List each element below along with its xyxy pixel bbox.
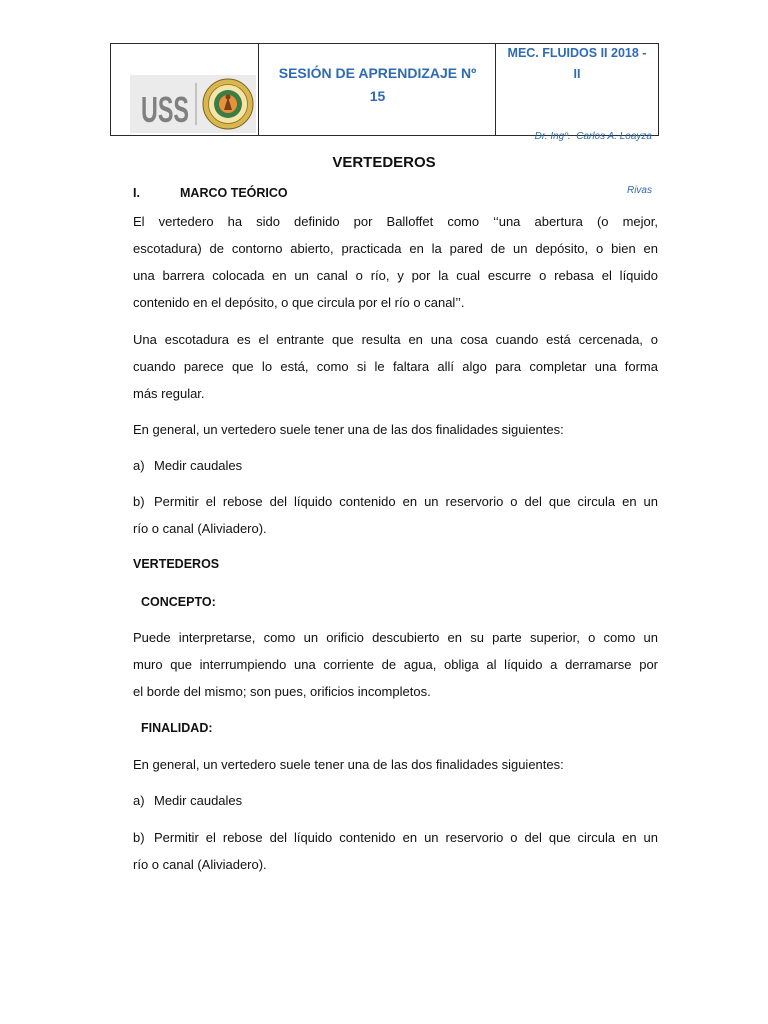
session-title: SESIÓN DE APRENDIZAJE Nº bbox=[278, 65, 477, 81]
section-number: I. bbox=[133, 186, 140, 200]
purposes-intro: En general, un vertedero suele tener una de las dos finalidades siguientes: bbox=[133, 422, 564, 437]
finality-intro: En general, un vertedero suele tener una de las dos finalidades siguientes: bbox=[133, 757, 564, 772]
subsection-title: VERTEDEROS bbox=[133, 557, 220, 571]
finality-heading: FINALIDAD: bbox=[141, 721, 213, 735]
list-item-label: a) bbox=[133, 793, 145, 808]
list-item bbox=[133, 452, 658, 479]
list-item-text: Permitir el rebose del líquido contenido en un reservorio o del que circula en un bbox=[154, 830, 658, 845]
paragraph-line: cuando parece que lo está, como si le faltara allí algo para completar una forma bbox=[133, 359, 658, 374]
paragraph-line: una barrera colocada en un canal o río, y por la cual escurre o rebasa el líquido bbox=[133, 268, 658, 283]
concept-paragraph bbox=[133, 624, 658, 705]
university-logo bbox=[130, 75, 256, 133]
paragraph-line: Puede interpretarse, como un orificio descubierto en su parte superior, o como un bbox=[133, 630, 658, 645]
concept-heading: CONCEPTO: bbox=[141, 595, 216, 609]
list-item-line: río o canal (Aliviadero). bbox=[133, 857, 267, 872]
session-heading bbox=[259, 62, 496, 108]
list-item-label: b) bbox=[133, 494, 145, 509]
list-item-line: río o canal (Aliviadero). bbox=[133, 521, 267, 536]
university-seal-icon bbox=[203, 79, 253, 129]
section-title: MARCO TEÓRICO bbox=[180, 186, 288, 200]
paragraph-line: más regular. bbox=[133, 386, 205, 401]
logo-wordmark: USS bbox=[141, 89, 189, 130]
paragraph-line: escotadura) de contorno abierto, practicada en la pared de un depósito, o bien en bbox=[133, 241, 658, 256]
author-line: Rivas bbox=[626, 185, 652, 196]
list-item bbox=[133, 488, 658, 542]
seal-emblem-head bbox=[226, 95, 231, 100]
list-item bbox=[133, 787, 658, 814]
list-item-line bbox=[133, 787, 658, 814]
course-cell bbox=[495, 44, 658, 196]
list-item-label: a) bbox=[133, 458, 145, 473]
definition-paragraph bbox=[133, 208, 658, 316]
course-name bbox=[496, 43, 658, 85]
list-item-text: Medir caudales bbox=[154, 458, 243, 473]
session-number: 15 bbox=[369, 88, 386, 104]
session-cell bbox=[258, 44, 496, 135]
paragraph-line: el borde del mismo; son pues, orificios incompletos. bbox=[133, 684, 431, 699]
list-item-line bbox=[133, 452, 658, 479]
list-item-text: Medir caudales bbox=[154, 793, 243, 808]
escotadura-paragraph bbox=[133, 326, 658, 407]
list-item bbox=[133, 824, 658, 878]
list-item-line bbox=[133, 824, 658, 851]
logo-cell bbox=[111, 44, 258, 135]
course-line: II bbox=[573, 67, 581, 81]
author-line: Dr. Ingº. Carlos A. Loayza bbox=[534, 131, 652, 142]
list-item-label: b) bbox=[133, 830, 145, 845]
list-item-text: Permitir el rebose del líquido contenido en un reservorio o del que circula en un bbox=[154, 494, 658, 509]
paragraph-line: muro que interrumpiendo una corriente de agua, obliga al líquido a derramarse por bbox=[133, 657, 658, 672]
paragraph-line: El vertedero ha sido definido por Balloffet como ‘‘una abertura (o mejor, bbox=[133, 214, 658, 229]
paragraph-line: Una escotadura es el entrante que resulta en una cosa cuando está cercenada, o bbox=[133, 332, 658, 347]
section-heading bbox=[133, 180, 658, 207]
document-title: VERTEDEROS bbox=[332, 154, 436, 171]
course-line: MEC. FLUIDOS II 2018 - bbox=[507, 46, 647, 60]
paragraph-line: contenido en el depósito, o que circula por el río o canal’’. bbox=[133, 295, 465, 310]
list-item-line bbox=[133, 488, 658, 515]
